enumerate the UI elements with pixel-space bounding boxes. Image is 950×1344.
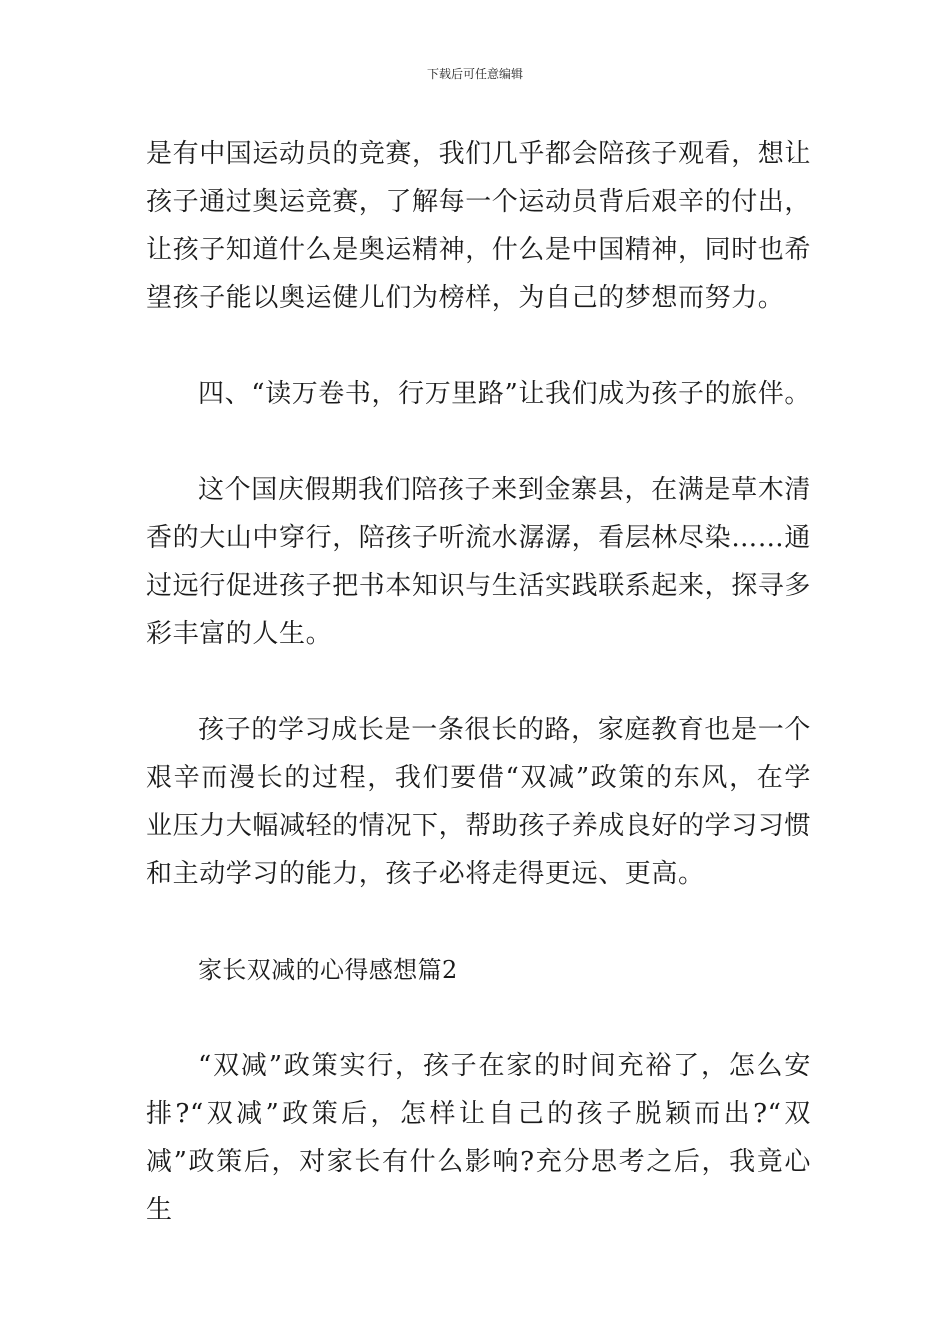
- section-heading-four: 四、“读万卷书，行万里路”让我们成为孩子的旅伴。: [198, 379, 811, 409]
- paragraph-spacer: [146, 418, 811, 466]
- document-body: [146, 130, 811, 1234]
- paragraph-spacer: [146, 898, 811, 946]
- paragraph-spacer: [146, 994, 811, 1042]
- paragraph-spacer: [146, 658, 811, 706]
- paragraph-double-reduction: “双减”政策实行，孩子在家的时间充裕了，怎么安排?“双减”政策后，怎样让自己的孩子脱颖而出?“双减”政策后，对家长有什么影响?充分思考之后，我竟心生: [146, 1051, 811, 1225]
- paragraph-spacer: [146, 322, 811, 370]
- article-title-part-2: 家长双减的心得感想篇2: [198, 956, 458, 984]
- paragraph-growth: 孩子的学习成长是一条很长的路，家庭教育也是一个艰辛而漫长的过程，我们要借“双减”政策的东风，在学业压力大幅减轻的情况下，帮助孩子养成良好的学习习惯和主动学习的能力，孩子必将走得更远、更高。: [146, 715, 812, 889]
- paragraph-travel: 这个国庆假期我们陪孩子来到金寨县，在满是草木清香的大山中穿行，陪孩子听流水潺潺，看层林尽染……通过远行促进孩子把书本知识与生活实践联系起来，探寻多彩丰富的人生。: [146, 475, 812, 649]
- paragraph-olympics: 是有中国运动员的竞赛，我们几乎都会陪孩子观看，想让孩子通过奥运竞赛，了解每一个运动员背后艰辛的付出，让孩子知道什么是奥运精神，什么是中国精神，同时也希望孩子能以奥运健儿们为榜样，为自己的梦想而努力。: [146, 139, 812, 313]
- page-header: 下载后可任意编辑: [426, 67, 523, 81]
